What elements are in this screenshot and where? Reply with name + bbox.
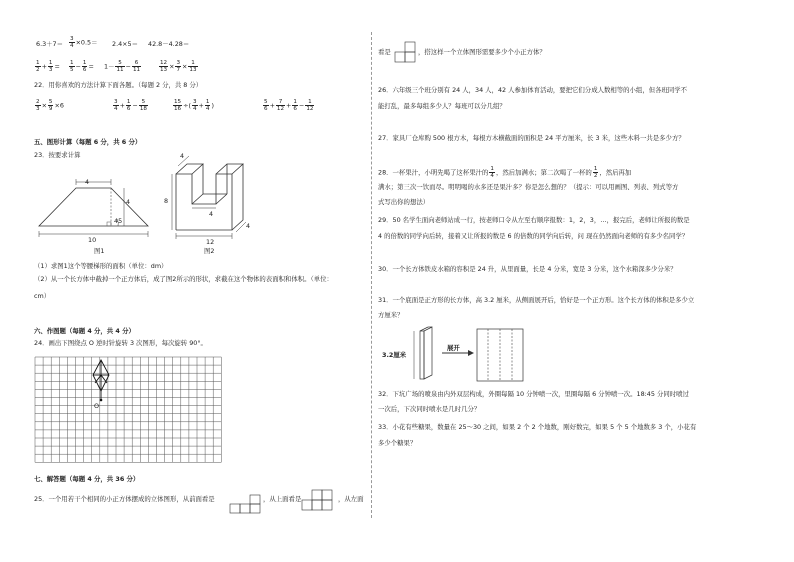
question-25-part2: ，从上面看是 (263, 495, 302, 503)
question-27: 27．家具厂仓库购 500 根方木，每根方木横截面的面积是 24 平方厘米，长 3 米，这些木料一共是多少方？ (378, 134, 685, 142)
calc-item: $\frac{5}{6}$ + $\frac{7}{12}$ + $\frac{1}{6}$ − $\frac{1}{12}$ (264, 99, 314, 112)
front-view-figure (230, 494, 262, 514)
question-33-cont: 多少个糖果？ (378, 439, 417, 447)
question-24: 24．画出下图绕点 O 逆时针旋转 3 次图形，每次旋转 90°。 (34, 339, 207, 347)
calc-item: $\frac{12}{13}$ × $\frac{3}{7}$ × $\frac{1}{13}$ (160, 60, 197, 73)
fig1-height-label: 4 (126, 198, 131, 206)
question-31: 31．一个底面是正方形的长方体，高 3.2 厘米，从侧面展开后，恰好是一个正方形。这个长方体的体积是多少立 (378, 296, 695, 304)
question-33: 33．小花有些糖果，数量在 25～30 之间，如果 2 个 2 个地数，刚好数完，如果 5 个 5 个地数多 3 个，小花有 (378, 423, 697, 431)
question-28: 28．一杯果汁，小明先喝了这杯果汁的 $\frac{1}{4}$ ，然后加满水；第二次喝了一杯的 $\frac{1}{2}$ ，然后再加 (378, 166, 632, 179)
calc-item: $\frac{2}{3}$ × $\frac{5}{9}$ ×6 (36, 99, 64, 112)
calc-item: 6.3＋7＝ (36, 40, 64, 48)
calc-item: $\frac{15}{16}$ ÷( $\frac{3}{4}$ + $\frac{1}{4}$ ) (174, 99, 214, 112)
question-23-1: （1）求图1这个等腰梯形的面积（单位：dm） (34, 262, 168, 270)
calc-item: $\frac{1}{5}$ − $\frac{1}{6}$ = (70, 60, 94, 73)
column-divider (371, 32, 372, 518)
question-28-end: 式写出你的想法） (378, 198, 430, 206)
fig2-top-label: 4 (180, 152, 185, 160)
question-26: 26．六年级三个班分别有 24 人，34 人，42 人参加体育活动，要把它们分成人数相等的小组，但各班同学不 (378, 86, 688, 94)
fig1-bottom-label: 10 (88, 236, 97, 244)
fig2-height-label: 8 (164, 197, 169, 205)
question-23-2-unit: cm） (34, 292, 51, 300)
fig1-top-label: 4 (85, 178, 90, 186)
section-heading: 六、作图题（每题 4 分，共 4 分） (34, 327, 135, 335)
question-25-end: ，搭这样一个立体图形需要多少个小正方体？ (418, 48, 546, 56)
question-23-2: （2）从一个长方体中截掉一个正方体后，成了图2所示的形状，求截在这个物体的表面积和体积。（单位： (34, 275, 333, 283)
question-31-cont: 方厘米？ (378, 311, 404, 319)
question-23: 23．按要求计算 (34, 151, 81, 159)
section-heading: 五、图形计算（每题 6 分，共 6 分） (34, 138, 142, 146)
calc-item: 42.8－4.28＝ (148, 40, 190, 48)
question-29-cont: 4 的倍数的同学向后转，接着又让所报的数是 6 的倍数的同学向后转，问 现在仍然面向老师的有多少名同学？ (378, 232, 689, 240)
question-30: 30．一个长方体铁皮水箱的容积是 24 升，从里面量，长是 4 分米，宽是 3 分米，这个水箱深多少分米？ (378, 265, 677, 273)
unfold-arrow-label: 展开 (447, 344, 460, 352)
fig2-bottom-label: 12 (206, 238, 215, 246)
top-view-figure (302, 488, 336, 514)
question-25-part3: ，从左面 (338, 495, 364, 503)
cuboid-figure (170, 160, 270, 244)
question-32: 32．下坑广场的喷泉由内外双层构成，外圈每隔 10 分钟喷一次，里圈每隔 6 分钟喷一次。18:45 分同时喷过 (378, 390, 689, 398)
fig1-angle-label: 45 (114, 217, 123, 225)
calc-item: 2.4×5＝ (112, 40, 138, 48)
point-o-label: O (94, 402, 100, 410)
trapezoid-figure (36, 178, 169, 248)
calc-item: $\frac{3}{4}$ + $\frac{1}{6}$ − $\frac{5}{18}$ (114, 99, 147, 112)
fig2-depth-label: 4 (246, 222, 251, 230)
section-heading: 七、解答题（每题 4 分，共 36 分） (34, 475, 140, 483)
calc-item: $\frac{1}{2}$ + $\frac{1}{3}$ = (36, 60, 60, 73)
fraction: $\frac{3}{4}$ (70, 36, 74, 49)
question-25-cont: 看是 (378, 48, 391, 56)
question-26-cont: 能打乱，最多每组多少人？每班可以分几组？ (378, 102, 506, 110)
question-29: 29．50 名学生面向老师站成一行，按老师口令从左至右顺序报数：1，2，3，…，报完后，老师让所报的数是 (378, 216, 690, 224)
prism-height-label: 3.2厘米 (382, 351, 407, 359)
left-view-figure (393, 40, 417, 64)
question-32-cont: 一次后，下次同时喷水是几时几分？ (378, 405, 481, 413)
question-28-cont: 满水；第三次一饮而尽。明明喝的水多还是果汁多？你是怎么想的？（提示：可以用画图、列表、列式等方 (378, 183, 679, 191)
fig2-mid-label: 4 (209, 210, 214, 218)
question-22: 22．用你喜欢的方法计算下面各题。（每题 2 分，共 8 分） (34, 81, 203, 89)
flag-shape (33, 355, 228, 470)
question-25-part1: 25．一个用若干个相同的小正方体摆成的立体图形，从前面看是 (34, 495, 215, 503)
calc-item: 1－ $\frac{5}{11}$ − $\frac{6}{11}$ (104, 60, 141, 73)
calc-item: $\frac{3}{4}$ ×0.5＝ (70, 36, 98, 49)
fig2-caption: 图2 (204, 247, 215, 255)
fig1-caption: 图1 (94, 247, 105, 255)
